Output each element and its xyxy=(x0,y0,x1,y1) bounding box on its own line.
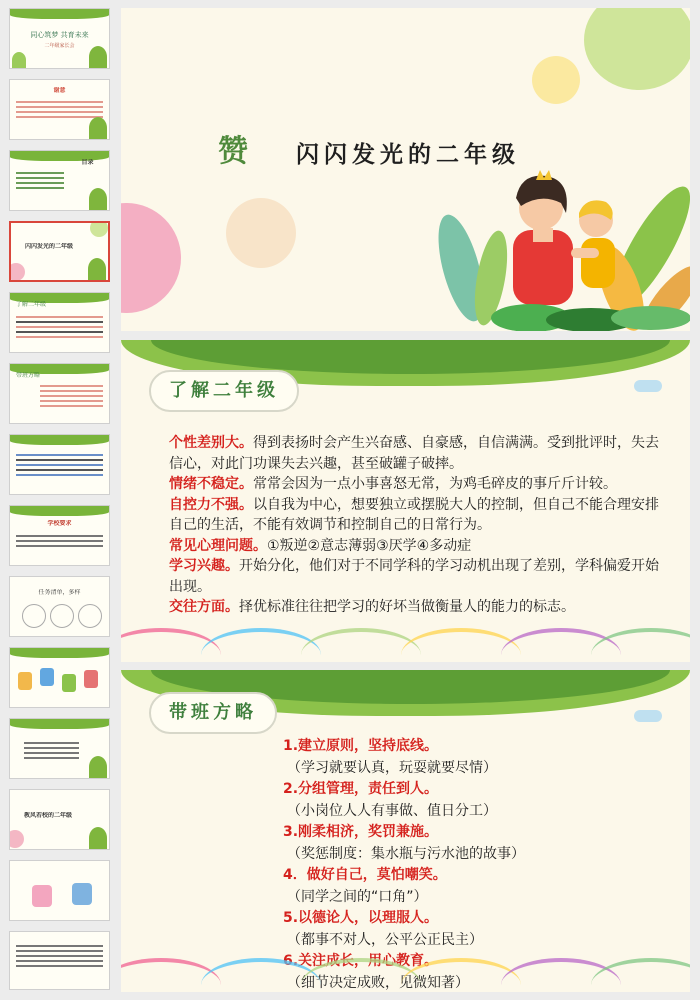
thumb-circle xyxy=(9,830,24,848)
trait-item xyxy=(169,556,659,597)
thumb-card xyxy=(72,883,92,905)
cloud-icon xyxy=(634,380,662,392)
thumb-plant xyxy=(89,117,107,139)
strategy-title: 5.以德论人，以理服人。 xyxy=(283,910,439,926)
thumb-vine xyxy=(10,435,109,445)
thumb-card xyxy=(18,672,32,690)
thumb-circle xyxy=(22,604,46,628)
thumb-vine xyxy=(10,9,109,19)
trait-item xyxy=(169,474,659,495)
strategy-title: 3.刚柔相济，奖罚兼施。 xyxy=(283,824,439,840)
trait-label: 个性差别大。 xyxy=(169,435,253,451)
thumb-title: 教风若校的二年级 xyxy=(24,812,73,819)
thumb-title: 同心筑梦 共育未来 xyxy=(30,31,89,39)
trait-label: 常见心理问题。 xyxy=(169,537,267,554)
thumb-subtitle: 二年级家长会 xyxy=(44,43,75,49)
slide-thumbnail-14[interactable] xyxy=(9,931,110,990)
strategy-title: 2.分组管理，责任到人。 xyxy=(283,781,439,797)
trait-item xyxy=(169,495,659,536)
thumb-card xyxy=(62,674,76,692)
trait-label: 自控力不强。 xyxy=(169,496,253,513)
strategy-list xyxy=(283,736,613,992)
rainbow-border xyxy=(121,632,690,662)
slide-thumbnail-1[interactable] xyxy=(9,8,110,69)
slide-thumbnail-3[interactable] xyxy=(9,150,110,211)
thumb-text-lines xyxy=(24,739,79,762)
grade-traits-text xyxy=(169,433,659,618)
thumb-card xyxy=(32,885,52,907)
thumb-circle xyxy=(9,263,25,281)
slide-thumbnail-8[interactable] xyxy=(9,505,110,566)
slide-thumbnail-7[interactable] xyxy=(9,434,110,495)
slide-thumbnail-2[interactable] xyxy=(9,79,110,140)
trait-label: 学习兴趣。 xyxy=(169,558,239,574)
thumb-title: 学校要求 xyxy=(47,520,72,527)
trait-text: 以自我为中心，想要独立或摆脱大人的控制，但自己不能合理安排自己的生活，不能有效调节和控制自己的日常行为。 xyxy=(169,496,659,533)
slide-thumbnail-13[interactable] xyxy=(9,860,110,921)
thumb-plant xyxy=(88,258,106,280)
thumb-title: 了解二年级 xyxy=(16,301,47,308)
rainbow-border xyxy=(121,962,690,992)
thumb-plant xyxy=(89,46,107,68)
thumb-card xyxy=(84,670,98,688)
slide-cover[interactable] xyxy=(121,8,690,331)
slide-thumbnail-6[interactable] xyxy=(9,363,110,424)
strategy-note: （都事不对人，公平公正民主） xyxy=(287,931,483,948)
thumb-vine xyxy=(10,648,109,658)
slide-thumbnail-12[interactable] xyxy=(9,789,110,850)
trait-item xyxy=(169,536,659,557)
thumb-text-lines xyxy=(16,532,103,550)
thumb-title: 谢意 xyxy=(53,87,66,94)
strategy-note: （学习就要认真，玩耍就要尽情） xyxy=(287,759,497,776)
strategy-note: （同学之间的“口角”） xyxy=(287,888,428,905)
section-heading: 带班方略 xyxy=(149,692,277,734)
thumb-title: 闪闪发光的二年级 xyxy=(25,243,74,250)
thumb-text-lines xyxy=(16,98,103,121)
thumb-plant xyxy=(89,756,107,778)
thumb-text-lines xyxy=(16,942,103,970)
strategy-title: 4．做好自己，莫怕嘲笑。 xyxy=(283,867,447,883)
slide-title: 闪闪发光的二年级 xyxy=(296,141,520,168)
cloud-icon xyxy=(634,710,662,722)
decor-circle-yellow xyxy=(532,56,580,104)
trait-text: 开始分化，他们对于不同学科的学习动机出现了差别，学科偏爱开始出现。 xyxy=(169,558,659,595)
slide-thumbnail-11[interactable] xyxy=(9,718,110,779)
strategy-note: （奖惩制度：集水瓶与污水池的故事） xyxy=(287,845,525,862)
mother-child-illustration xyxy=(421,158,690,331)
strategy-note: （细节决定成败，见微知著） xyxy=(287,974,469,991)
slide-understand-grade-two[interactable] xyxy=(121,340,690,662)
thumb-text-lines xyxy=(40,382,103,410)
thumb-card xyxy=(40,668,54,686)
thumb-plant xyxy=(89,827,107,849)
praise-character: 赞 xyxy=(218,134,249,169)
strategy-note: （小岗位人人有事做、值日分工） xyxy=(287,802,497,819)
thumb-plant xyxy=(89,188,107,210)
thumb-text-lines xyxy=(16,169,64,192)
decor-circle-green xyxy=(584,8,690,90)
trait-text: ①叛逆②意志薄弱③厌学④多动症 xyxy=(267,537,472,554)
slide-thumbnail-4[interactable] xyxy=(9,221,110,282)
strategy-title: 1.建立原则，坚持底线。 xyxy=(283,738,439,754)
slide-thumbnail-10[interactable] xyxy=(9,647,110,708)
thumb-circle xyxy=(50,604,74,628)
decor-circle-cream xyxy=(226,198,296,268)
thumb-text-lines xyxy=(16,313,103,341)
thumb-title: 目录 xyxy=(81,159,94,166)
slide-thumbnail-9[interactable] xyxy=(9,576,110,637)
trait-item xyxy=(169,433,659,474)
slide-thumbnail-5[interactable] xyxy=(9,292,110,353)
trait-text: 常常会因为一点小事喜怒无常，为鸡毛碎皮的事斤斤计较。 xyxy=(253,476,617,492)
thumb-circle xyxy=(90,221,108,237)
thumb-plant xyxy=(12,52,26,68)
thumb-vine xyxy=(10,506,109,516)
slide-thumbnail-rail xyxy=(0,0,115,1000)
trait-text: 择优标准往往把学习的好坏当做衡量人的能力的标志。 xyxy=(239,599,575,615)
thumb-circle xyxy=(78,604,102,628)
trait-item xyxy=(169,597,659,618)
thumb-vine xyxy=(10,719,109,729)
strategy-title: 6.关注成长，用心教育。 xyxy=(283,953,439,969)
decor-circle-pink xyxy=(121,203,181,313)
thumb-text-lines xyxy=(16,451,103,479)
trait-label: 交往方面。 xyxy=(169,599,239,615)
trait-text: 得到表扬时会产生兴奋感、自豪感，自信满满。受到批评时，失去信心，对此门功课失去兴趣，甚至破罐子破摔。 xyxy=(169,435,659,472)
thumb-title: 任务清单，多样 xyxy=(38,589,81,596)
section-heading: 了解二年级 xyxy=(149,370,299,412)
slide-class-strategy[interactable] xyxy=(121,670,690,992)
trait-label: 情绪不稳定。 xyxy=(169,476,253,492)
thumb-title: 带班方略 xyxy=(16,372,41,379)
